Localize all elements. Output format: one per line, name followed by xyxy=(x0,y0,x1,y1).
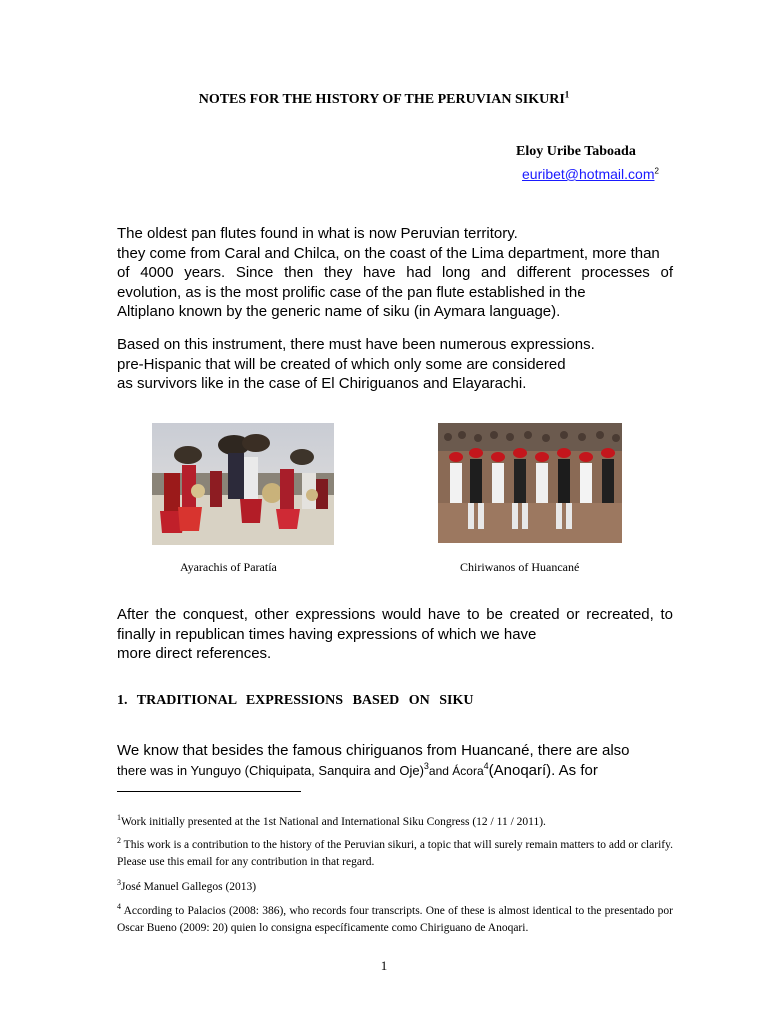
footnote-ref-4[interactable]: 4 xyxy=(483,760,489,771)
title-footnote-ref[interactable]: 1 xyxy=(564,89,570,100)
paragraph-line: as survivors like in the case of El Chiriguanos and Elayarachi. xyxy=(117,375,527,392)
email-footnote-ref[interactable]: 2 xyxy=(654,166,659,176)
paragraph-line: Based on this instrument, there must have been numerous expressions. xyxy=(117,336,595,353)
paragraph-2 xyxy=(117,335,673,394)
photo-ayarachis xyxy=(152,423,334,545)
footnote-separator xyxy=(117,791,301,792)
paragraph-4 xyxy=(117,741,673,781)
author-email xyxy=(522,166,659,182)
footnote-2: $^2$ This work is a contribution to the history of the Peruvian sikuri, a topic that will surely remain matters to add or clarify. Please use this email for any contribution in that regard. xyxy=(117,836,673,868)
paragraph-line: We know that besides the famous chiriguanos from Huancané, there are also xyxy=(117,742,630,759)
paragraph-line: Altiplano known by the generic name of siku (in Aymara language). xyxy=(117,303,561,320)
footnote-4: $^4$ According to Palacios (2008: 386), who records four transcripts. One of these is almost identical to the presentado por Oscar Bueno (2009: 20) quien lo consigna específicamente como Chiriguano de Anoqari. xyxy=(117,902,673,934)
section-heading: 1. TRADITIONAL EXPRESSIONS BASED ON SIKU xyxy=(117,693,474,708)
email-link[interactable]: euribet@hotmail.com xyxy=(522,166,655,182)
caption-chiriwanos: Chiriwanos of Huancané xyxy=(460,560,580,574)
document-title: NOTES FOR THE HISTORY OF THE PERUVIAN SIKURI$^1$ xyxy=(198,89,570,107)
paragraph-3 xyxy=(117,605,673,664)
chiriwanos-photo-illustration xyxy=(438,423,622,543)
photo-chiriwanos xyxy=(438,423,622,543)
paragraph-line: of 4000 years. Since then they have had long and different processes of xyxy=(117,264,673,281)
paragraph-line: more direct references. xyxy=(117,645,272,662)
paragraph-line: pre-Hispanic that will be created of which only some are considered xyxy=(117,355,566,373)
paragraph-line: there was in Yunguyo (Chiquipata, Sanquira and Oje)$^3$and Ácora$^4$(Anoqarí). As for xyxy=(117,760,598,779)
paragraph-1 xyxy=(117,224,673,322)
paragraph-line: they come from Caral and Chilca, on the coast of the Lima department, more than xyxy=(117,244,660,262)
paragraph-line: evolution, as is the most prolific case of the pan flute established in the xyxy=(117,283,586,301)
paragraph-line: The oldest pan flutes found in what is now Peruvian territory. xyxy=(117,225,518,242)
author-name: Eloy Uribe Taboada xyxy=(516,144,636,159)
page-number: 1 xyxy=(380,958,388,973)
ayarachis-photo-illustration xyxy=(152,423,334,545)
paragraph-line: finally in republican times having expressions of which we have xyxy=(117,625,537,643)
footnote-1: $^1$Work initially presented at the 1st National and International Siku Congress (12 / 11 / 2011). xyxy=(117,813,546,828)
caption-ayarachis: Ayarachis of Paratía xyxy=(180,560,277,574)
footnote-3: $^3$José Manuel Gallegos (2013) xyxy=(117,878,257,893)
footnote-ref-3[interactable]: 3 xyxy=(423,760,429,771)
paragraph-line: After the conquest, other expressions would have to be created or recreated, to xyxy=(117,606,673,623)
